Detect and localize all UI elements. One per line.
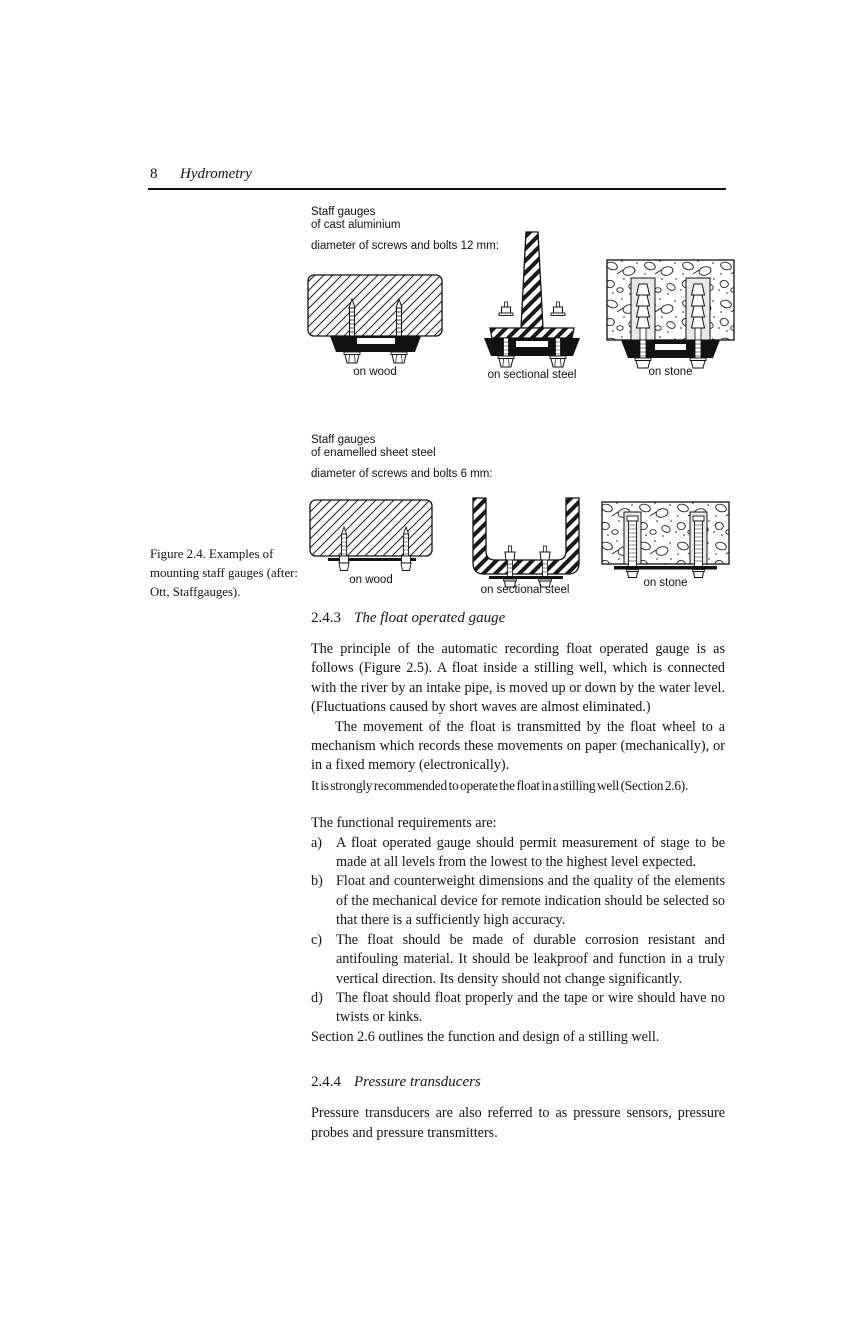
section-2-4-3-title: The float operated gauge: [354, 610, 506, 626]
running-title: Hydrometry: [180, 166, 252, 182]
list-item-d-text: The float should float properly and the tape or wire should have no twists or kinks.: [336, 989, 725, 1026]
label-g2-on-sectional-steel: on sectional steel: [480, 584, 570, 596]
illustration-cast-aluminium-on-sectional-steel: [462, 228, 602, 373]
list-item-c: [311, 931, 725, 989]
list-item-a: [311, 834, 725, 873]
group1-fastener-note: diameter of screws and bolts 12 mm:: [311, 240, 499, 252]
running-head: [150, 166, 726, 188]
group2-material-line2: of enamelled sheet steel: [311, 447, 436, 459]
paragraph-recommendation: It is strongly recommended to operate the float in a stilling well (Section 2.6).: [311, 777, 689, 793]
illustration-cast-aluminium-on-stone: [603, 258, 738, 375]
illustration-sheet-steel-on-wood: [306, 498, 436, 583]
label-g1-on-wood: on wood: [353, 366, 397, 378]
section-2-4-4-number: 2.4.4: [311, 1074, 341, 1091]
paragraph-principle: The principle of the automatic recording float operated gauge is as follows (Figure 2.5). A float inside a stilling well, which is connected with the river by an intake pipe, is moved up or down by the water level. (Fluctuations caused by short waves are almost eliminated.): [311, 641, 725, 716]
group1-material-line2: of cast aluminium: [311, 219, 401, 231]
sheet-steel-on-wood-drawing: [306, 498, 436, 578]
group2-fastener-note: diameter of screws and bolts 6 mm:: [311, 468, 493, 480]
section-2-4-3-heading: [311, 610, 725, 627]
section-2-4-4-title: Pressure transducers: [354, 1074, 481, 1091]
cast-aluminium-on-wood-drawing: [300, 272, 450, 367]
list-item-d: [311, 989, 725, 1028]
paragraph-stilling-well: Section 2.6 outlines the function and design of a stilling well.: [311, 1028, 660, 1045]
section-2-4-4-heading: [311, 1074, 725, 1091]
list-item-a-marker: a): [311, 834, 323, 851]
list-item-b: [311, 872, 725, 930]
sheet-steel-on-stone-drawing: [598, 500, 733, 585]
list-item-c-marker: c): [311, 931, 323, 948]
list-item-b-marker: b): [311, 873, 323, 890]
figure-caption: Figure 2.4. Examples of mounting staff gauges (after: Ott, Staffgauges).: [150, 547, 298, 599]
figure-group2-material: [311, 434, 436, 460]
paragraph-pressure-transducers: Pressure transducers are also referred to as pressure sensors, pressure probes and pressure transmitters.: [311, 1105, 725, 1141]
list-item-b-text: Float and counterweight dimensions and the quality of the elements of the mechanical device for remote indication should be selected so that there is a sufficiently high accuracy.: [336, 873, 725, 929]
label-g1-on-stone: on stone: [648, 366, 693, 378]
section-2-4-3-number: 2.4.3: [311, 610, 341, 626]
cast-aluminium-on-stone-drawing: [603, 258, 738, 370]
main-text-column: [311, 610, 725, 1143]
list-item-d-marker: d): [311, 989, 323, 1006]
paragraph-requirements-intro: The functional requirements are:: [311, 815, 497, 832]
illustration-sheet-steel-on-sectional-steel: [455, 494, 595, 594]
list-item-a-text: A float operated gauge should permit measurement of stage to be made at all levels from the lowest to the highest level expected.: [336, 834, 725, 871]
group1-material-line1: Staff gauges: [311, 206, 376, 218]
page-number: 8: [150, 166, 158, 182]
paragraph-movement: The movement of the float is transmitted by the float wheel to a mechanism which records these movements on paper (mechanically), or in a fixed memory (electronically).: [311, 718, 725, 774]
label-g2-on-wood: on wood: [349, 574, 393, 586]
header-rule: [148, 188, 726, 190]
illustration-cast-aluminium-on-wood: [300, 272, 450, 372]
list-item-c-text: The float should be made of durable corrosion resistant and antifouling material. It should be leakproof and function in a truly vertical direction. Its density should not change significantly.: [336, 931, 725, 987]
figure-group1-material: [311, 206, 400, 232]
label-g2-on-stone: on stone: [643, 577, 688, 589]
label-g1-on-sectional-steel: on sectional steel: [487, 369, 577, 381]
group2-material-line1: Staff gauges: [311, 434, 376, 446]
sheet-steel-on-channel-drawing: [455, 494, 595, 589]
cast-aluminium-on-steel-drawing: [462, 228, 602, 368]
